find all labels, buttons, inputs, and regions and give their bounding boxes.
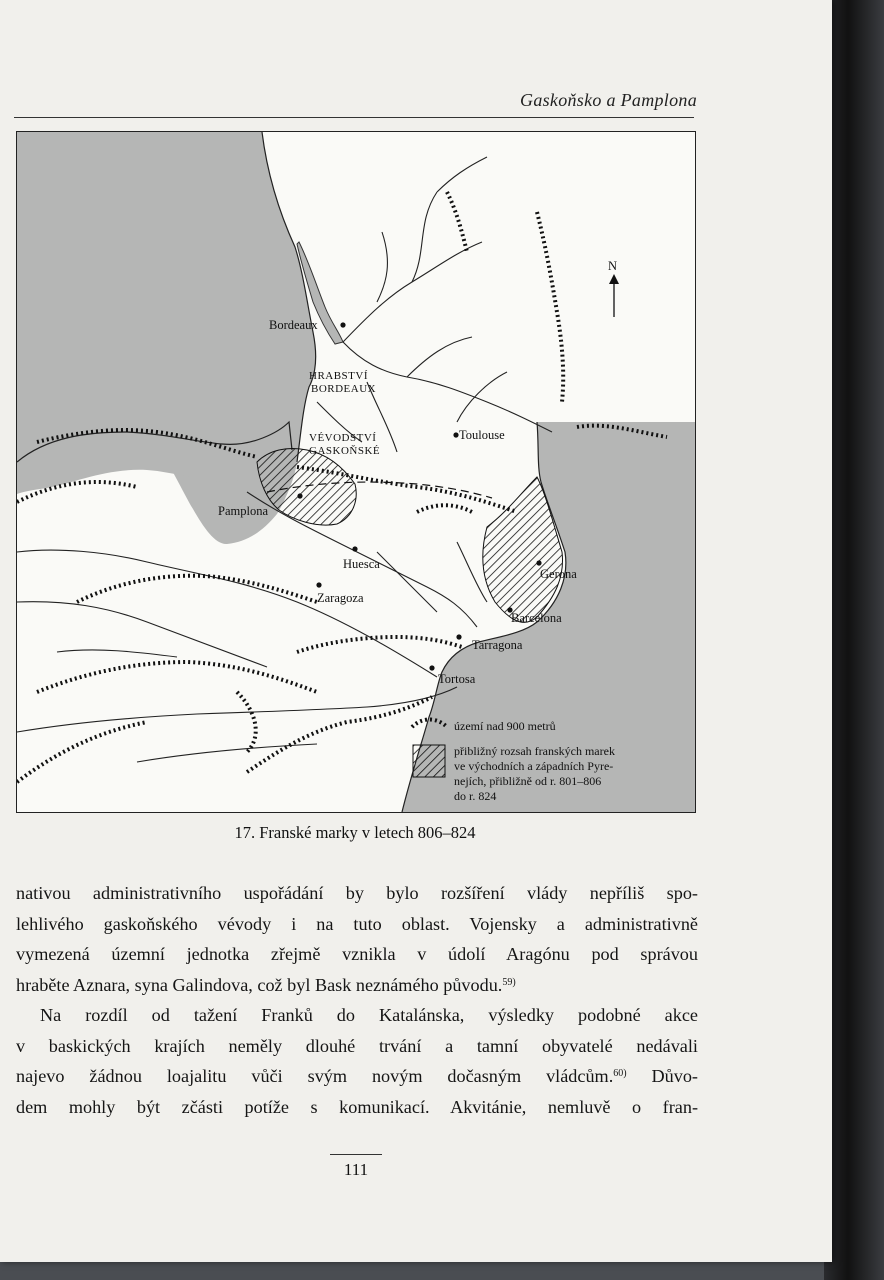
body-line: [16, 1061, 698, 1092]
header-rule: [14, 117, 694, 118]
body-line: nativou administrativního uspořádání by bylo rozšíření vlády nepříliš spo-: [16, 883, 698, 903]
map-figure: [16, 131, 696, 813]
footnote-60: 60): [613, 1068, 627, 1079]
body-line-text: Důvo-: [626, 1066, 698, 1086]
label-huesca: Huesca: [343, 557, 380, 571]
body-text: [16, 878, 698, 1122]
legend-marches-2: ve východních a západních Pyre-: [454, 759, 614, 773]
body-line-text: najevo žádnou loajalitu vůči svým novým dočasným vládcům.: [16, 1066, 614, 1086]
body-line: lehlivého gaskoňského vévody i na tuto oblast. Vojensky a administrativně: [16, 913, 698, 934]
legend-marches-3: nejích, přibližně od r. 801–806: [454, 774, 602, 788]
body-line: vymezená územní jednotka zřejmě vznikla v údolí Aragónu pod správou: [16, 944, 698, 964]
label-tortosa: Tortosa: [438, 672, 476, 686]
figure-caption: 17. Franské marky v letech 806–824: [234, 823, 476, 842]
north-arrow-icon: [608, 259, 619, 317]
label-bordeaux: Bordeaux: [269, 318, 318, 332]
body-line: [16, 970, 698, 1001]
north-label: N: [608, 259, 618, 273]
body-line: dem mohly být zčásti potíže s komunikací. Akvitánie, nemluvě o fran-: [16, 1096, 698, 1117]
page-number: 111: [343, 1160, 369, 1179]
body-line-text: hraběte Aznara, syna Galindova, což byl Bask neznámého původu.: [16, 974, 503, 995]
body-line: Na rozdíl od tažení Franků do Katalánska, výsledky podobné akce: [40, 1005, 698, 1025]
book-spine: [824, 0, 884, 1280]
label-tarragona: Tarragona: [472, 638, 523, 652]
label-pamplona: Pamplona: [218, 504, 268, 518]
label-hrabstvi-2: BORDEAUX: [311, 383, 377, 395]
footnote-59: 59): [502, 976, 516, 988]
label-zaragoza: Zaragoza: [317, 591, 364, 605]
label-barcelona: Barcelona: [511, 611, 562, 625]
body-line: v baskických krajích neměly dlouhé trvání a tamní obyvatelé nedávali: [16, 1035, 698, 1056]
label-vevodstvi-2: GASKOŇSKÉ: [309, 445, 381, 457]
legend-marches-symbol: [413, 745, 445, 777]
legend-marches-1: přibližný rozsah franských marek: [454, 744, 615, 758]
page-number-rule: [330, 1154, 382, 1155]
label-toulouse: Toulouse: [459, 428, 505, 442]
legend-marches-4: do r. 824: [454, 789, 497, 803]
label-vevodstvi-1: VÉVODSTVÍ: [309, 432, 377, 444]
map-svg: [17, 132, 695, 812]
label-hrabstvi-1: HRABSTVÍ: [309, 370, 369, 382]
legend-elevation: území nad 900 metrů: [454, 719, 556, 733]
running-header: Gaskoňsko a Pamplona: [520, 90, 697, 110]
label-gerona: Gerona: [540, 567, 577, 581]
